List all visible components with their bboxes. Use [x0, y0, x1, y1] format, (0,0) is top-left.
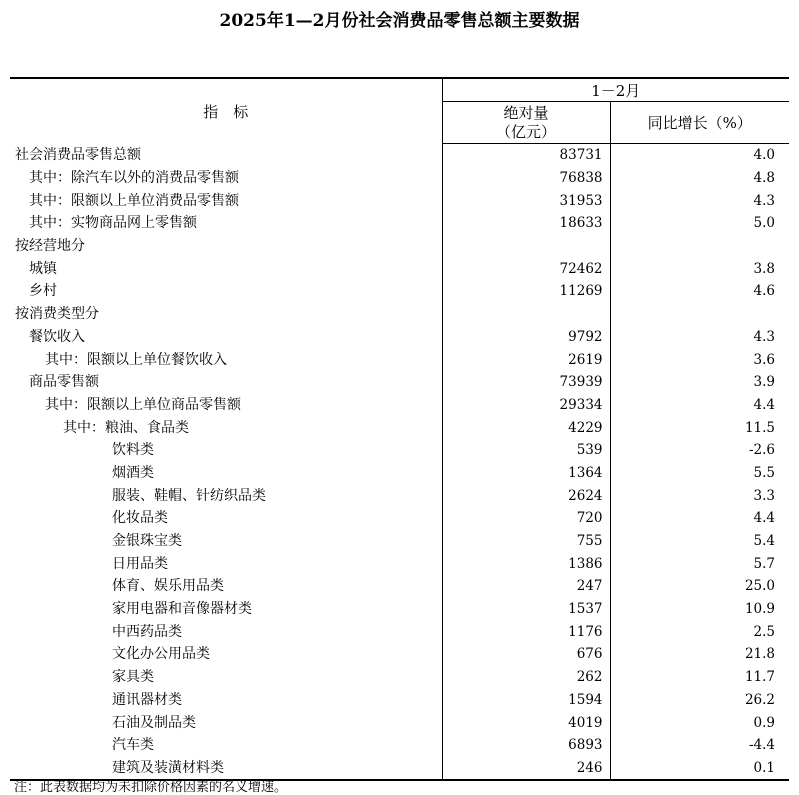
table-row: [10, 666, 789, 689]
row-absolute-value: 1176: [442, 620, 610, 643]
row-absolute-value: 1537: [442, 598, 610, 621]
table-row: [10, 212, 789, 235]
row-growth: 3.6: [753, 351, 775, 368]
table-row: [10, 643, 789, 666]
row-growth: 4.4: [753, 396, 775, 413]
row-label: 商品零售额: [10, 371, 442, 394]
row-label: 汽车类: [10, 734, 442, 757]
row-label: 社会消费品零售总额: [10, 144, 442, 167]
row-label: 城镇: [10, 257, 442, 280]
row-growth: 3.8: [753, 260, 775, 277]
table-row: [10, 552, 789, 575]
row-growth: 11.5: [744, 419, 775, 436]
table-row: [10, 167, 789, 190]
row-growth: 0.9: [753, 714, 775, 731]
indicator-header: 指 标: [10, 78, 442, 144]
row-growth: 11.7: [744, 669, 775, 686]
row-growth: 10.9: [744, 601, 775, 618]
row-absolute-value: 1386: [442, 552, 610, 575]
row-label: 日用品类: [10, 552, 442, 575]
row-label: 其中：实物商品网上零售额: [10, 212, 442, 235]
row-growth: [610, 303, 789, 326]
row-absolute-value: 6893: [442, 734, 610, 757]
row-growth: 4.6: [753, 283, 775, 300]
row-label: 烟酒类: [10, 462, 442, 485]
row-absolute-value: 1364: [442, 462, 610, 485]
row-absolute-value: 72462: [442, 257, 610, 280]
row-label: 乡村: [10, 280, 442, 303]
row-absolute-value: 73939: [442, 371, 610, 394]
table-row: [10, 711, 789, 734]
row-absolute-value: 676: [442, 643, 610, 666]
table-row: [10, 371, 789, 394]
table-row: [10, 484, 789, 507]
row-label: 化妆品类: [10, 507, 442, 530]
row-label: 通讯器材类: [10, 689, 442, 712]
row-label: 其中：除汽车以外的消费品零售额: [10, 167, 442, 190]
row-growth: -4.4: [748, 737, 775, 754]
row-label: 其中：限额以上单位餐饮收入: [10, 348, 442, 371]
row-absolute-value: 31953: [442, 189, 610, 212]
row-absolute-value: 83731: [442, 144, 610, 167]
table-row: [10, 530, 789, 553]
row-growth: 5.0: [753, 215, 775, 232]
row-label: 金银珠宝类: [10, 530, 442, 553]
row-absolute-value: 262: [442, 666, 610, 689]
row-absolute-value: 29334: [442, 394, 610, 417]
row-growth: 5.4: [753, 533, 775, 550]
row-growth: 4.3: [753, 192, 775, 209]
row-growth: 5.7: [753, 555, 775, 572]
row-label: 其中：限额以上单位消费品零售额: [10, 189, 442, 212]
row-absolute-value: [442, 303, 610, 326]
row-absolute-value: 720: [442, 507, 610, 530]
row-growth: 4.8: [753, 170, 775, 187]
row-label: 按消费类型分: [10, 303, 442, 326]
row-label: 体育、娱乐用品类: [10, 575, 442, 598]
table-row: [10, 689, 789, 712]
row-growth: 4.0: [753, 147, 775, 164]
row-label: 建筑及装潢材料类: [10, 757, 442, 781]
row-growth: 2.5: [753, 623, 775, 640]
row-absolute-value: 76838: [442, 167, 610, 190]
row-growth: 4.4: [753, 510, 775, 527]
footnote: 注：此表数据均为未扣除价格因素的名义增速。: [14, 780, 288, 795]
table-row: [10, 439, 789, 462]
row-absolute-value: 4229: [442, 416, 610, 439]
row-absolute-value: 4019: [442, 711, 610, 734]
row-growth: 26.2: [744, 691, 775, 708]
row-label: 家用电器和音像器材类: [10, 598, 442, 621]
table-row: [10, 416, 789, 439]
row-growth: 25.0: [744, 578, 775, 595]
row-label: 其中：粮油、食品类: [10, 416, 442, 439]
table-row: [10, 235, 789, 258]
row-absolute-value: 539: [442, 439, 610, 462]
row-absolute-value: [442, 235, 610, 258]
table-row: [10, 507, 789, 530]
table-row: [10, 257, 789, 280]
table-body: [10, 144, 789, 781]
table-row: [10, 189, 789, 212]
table-row: [10, 280, 789, 303]
row-label: 服装、鞋帽、针纺织品类: [10, 484, 442, 507]
row-absolute-value: 2619: [442, 348, 610, 371]
period-header: 1－2月: [442, 78, 789, 102]
row-growth: 3.9: [753, 374, 775, 391]
table-row: [10, 734, 789, 757]
row-absolute-value: 755: [442, 530, 610, 553]
row-growth: 0.1: [610, 757, 789, 781]
row-label: 饮料类: [10, 439, 442, 462]
row-label: 文化办公用品类: [10, 643, 442, 666]
row-label: 石油及制品类: [10, 711, 442, 734]
retail-sales-table: [10, 77, 789, 781]
row-growth: -2.6: [748, 442, 775, 459]
row-label: 其中：限额以上单位商品零售额: [10, 394, 442, 417]
row-growth: 5.5: [753, 464, 775, 481]
growth-header: 同比增长（%）: [610, 102, 789, 144]
row-label: 家具类: [10, 666, 442, 689]
table-row: [10, 620, 789, 643]
row-absolute-value: 2624: [442, 484, 610, 507]
table-row: [10, 598, 789, 621]
row-growth: 4.3: [753, 328, 775, 345]
row-absolute-value: 9792: [442, 326, 610, 349]
table-row: [10, 394, 789, 417]
page-title: 2025年1—2月份社会消费品零售总额主要数据: [219, 11, 580, 31]
absolute-value-header: [442, 102, 610, 144]
table-row: [10, 462, 789, 485]
row-label: 按经营地分: [10, 235, 442, 258]
absolute-value-header-line2: （亿元）: [495, 122, 556, 141]
row-absolute-value: 11269: [442, 280, 610, 303]
row-absolute-value: 1594: [442, 689, 610, 712]
table-row: [10, 303, 789, 326]
row-label: 中西药品类: [10, 620, 442, 643]
table-row: [10, 348, 789, 371]
row-absolute-value: 247: [442, 575, 610, 598]
table-row: [10, 575, 789, 598]
row-absolute-value: 18633: [442, 212, 610, 235]
row-label: 餐饮收入: [10, 326, 442, 349]
row-growth: 21.8: [744, 646, 775, 663]
row-growth: [610, 235, 789, 258]
row-absolute-value: 246: [442, 757, 610, 781]
table-row: [10, 144, 789, 167]
table-row: [10, 326, 789, 349]
row-growth: 3.3: [753, 487, 775, 504]
absolute-value-header-line1: 绝对量: [503, 103, 549, 122]
